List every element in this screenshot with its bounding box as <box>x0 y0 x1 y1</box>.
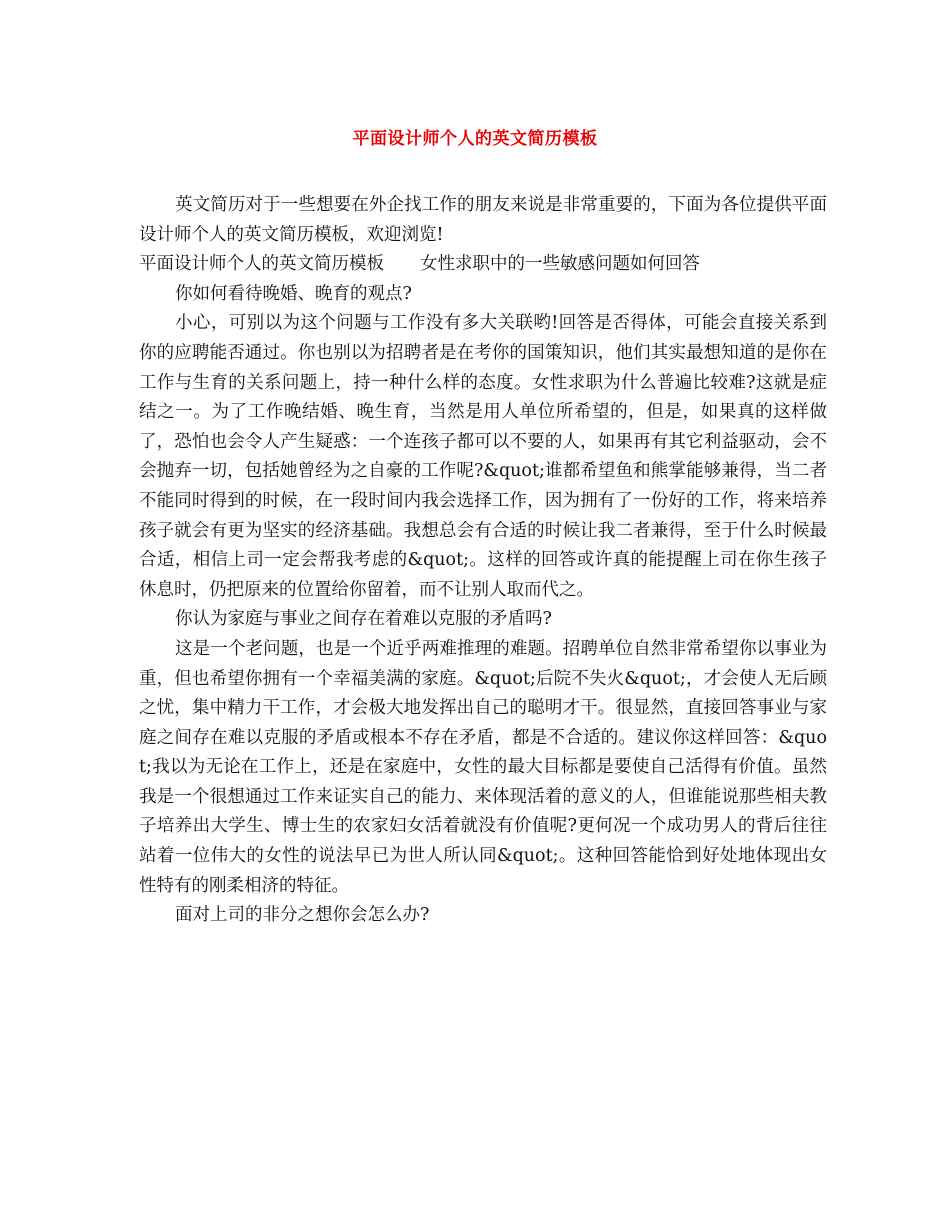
question-family-career: 你认为家庭与事业之间存在着难以克服的矛盾吗? <box>175 609 552 630</box>
intro-paragraph: 英文简历对于一些想要在外企找工作的朋友来说是非常重要的，下面为各位提供平面设计师个人的英文简历模板，欢迎浏览! <box>139 195 827 245</box>
answer-family-career: 这是一个老问题，也是一个近乎两难推理的难题。招聘单位自然非常希望你以事业为重，但也希望你拥有一个幸福美满的家庭。&quot;后院不失火&quot;，才会使人无后顾之忧，集中精力干工作，才会极大地发挥出自己的聪明才干。很显然，直接回答事业与家庭之间存在难以克服的矛盾或根本不存在矛盾，都是不合适的。建议你这样回答：&quot;我以为无论在工作上，还是在家庭中，女性的最大目标都是要使自己活得有价值。虽然我是一个很想通过工作来证实自己的能力、来体现活着的意义的人，但谁能说那些相夫教子培养出大学生、博士生的农家妇女活着就没有价值呢?更何况一个成功男人的背后往往站着一位伟大的女性的说法早已为世人所认同&quot;。这种回答能恰到好处地体现出女性特有的刚柔相济的特征。 <box>139 638 827 896</box>
document-body <box>139 191 827 931</box>
question-boss-advances: 面对上司的非分之想你会怎么办? <box>175 905 430 926</box>
question-late-marriage: 你如何看待晚婚、晚育的观点? <box>175 283 412 304</box>
related-links-line <box>139 250 827 280</box>
answer-late-marriage: 小心，可别以为这个问题与工作没有多大关联哟!回答是否得体，可能会直接关系到你的应聘能否通过。你也别以为招聘者是在考你的国策知识，他们其实最想知道的是你在工作与生育的关系问题上，持一种什么样的态度。女性求职为什么普遍比较难?这就是症结之一。为了工作晚结婚、晚生育，当然是用人单位所希望的，但是，如果真的这样做了，恐怕也会令人产生疑惑：一个连孩子都可以不要的人，如果再有其它利益驱动，会不会抛弃一切，包括她曾经为之自豪的工作呢?&quot;谁都希望鱼和熊掌能够兼得，当二者不能同时得到的时候，在一段时间内我会选择工作，因为拥有了一份好的工作，将来培养孩子就会有更为坚实的经济基础。我想总会有合适的时候让我二者兼得，至于什么时候最合适，相信上司一定会帮我考虑的&quot;。这样的回答或许真的能提醒上司在你生孩子休息时，仍把原来的位置给你留着，而不让别人取而代之。 <box>139 313 827 600</box>
related-link-sensitive-questions[interactable]: 女性求职中的一些敏感问题如何回答 <box>420 254 700 275</box>
document-title: 平面设计师个人的英文简历模板 <box>352 129 598 149</box>
related-link-resume-template[interactable]: 平面设计师个人的英文简历模板 <box>139 254 384 275</box>
